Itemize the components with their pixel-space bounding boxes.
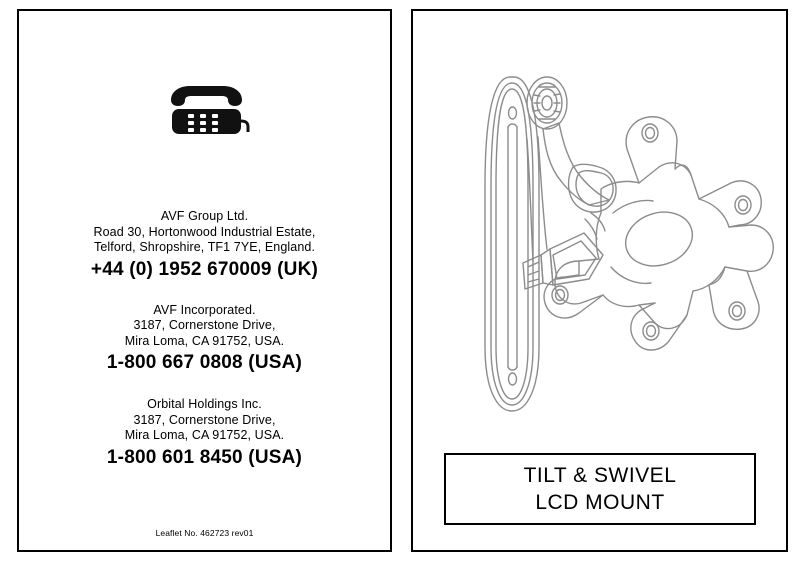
address-line: 3187, Cornerstone Drive, (133, 318, 276, 332)
address-line: AVF Group Ltd. (160, 209, 249, 223)
right-panel (411, 9, 788, 552)
address-line: 3187, Cornerstone Drive, (133, 412, 276, 427)
leaflet-number: Leaflet No. 462723 rev01 (155, 528, 254, 538)
phone-number-uk: +44 (0) 1952 670009 (UK) (90, 258, 319, 280)
left-panel (17, 9, 392, 552)
phone-number-usa-avf: 1-800 667 0808 (USA) (106, 352, 303, 373)
product-illustration (413, 17, 786, 437)
product-title-line-2: LCD MOUNT (535, 491, 665, 514)
product-title-line-1: TILT & SWIVEL (523, 464, 677, 487)
contact-block-usa-avf (19, 303, 390, 376)
address-line: Mira Loma, CA 91752, USA. (124, 333, 285, 348)
left-panel-content (19, 11, 390, 550)
contact-block-usa-orbital (19, 397, 390, 470)
address-line: AVF Incorporated. (153, 302, 256, 317)
product-title-box (444, 453, 756, 525)
contact-block-uk (19, 209, 390, 282)
phone-number-usa-orbital: 1-800 601 8450 (USA) (106, 446, 303, 468)
telephone-icon (157, 83, 253, 139)
address-line: Orbital Holdings Inc. (147, 397, 262, 411)
address-line: Telford, Shropshire, TF1 7YE, England. (93, 240, 316, 254)
address-line: Mira Loma, CA 91752, USA. (124, 428, 285, 442)
address-line: Road 30, Hortonwood Industrial Estate, (93, 224, 316, 239)
